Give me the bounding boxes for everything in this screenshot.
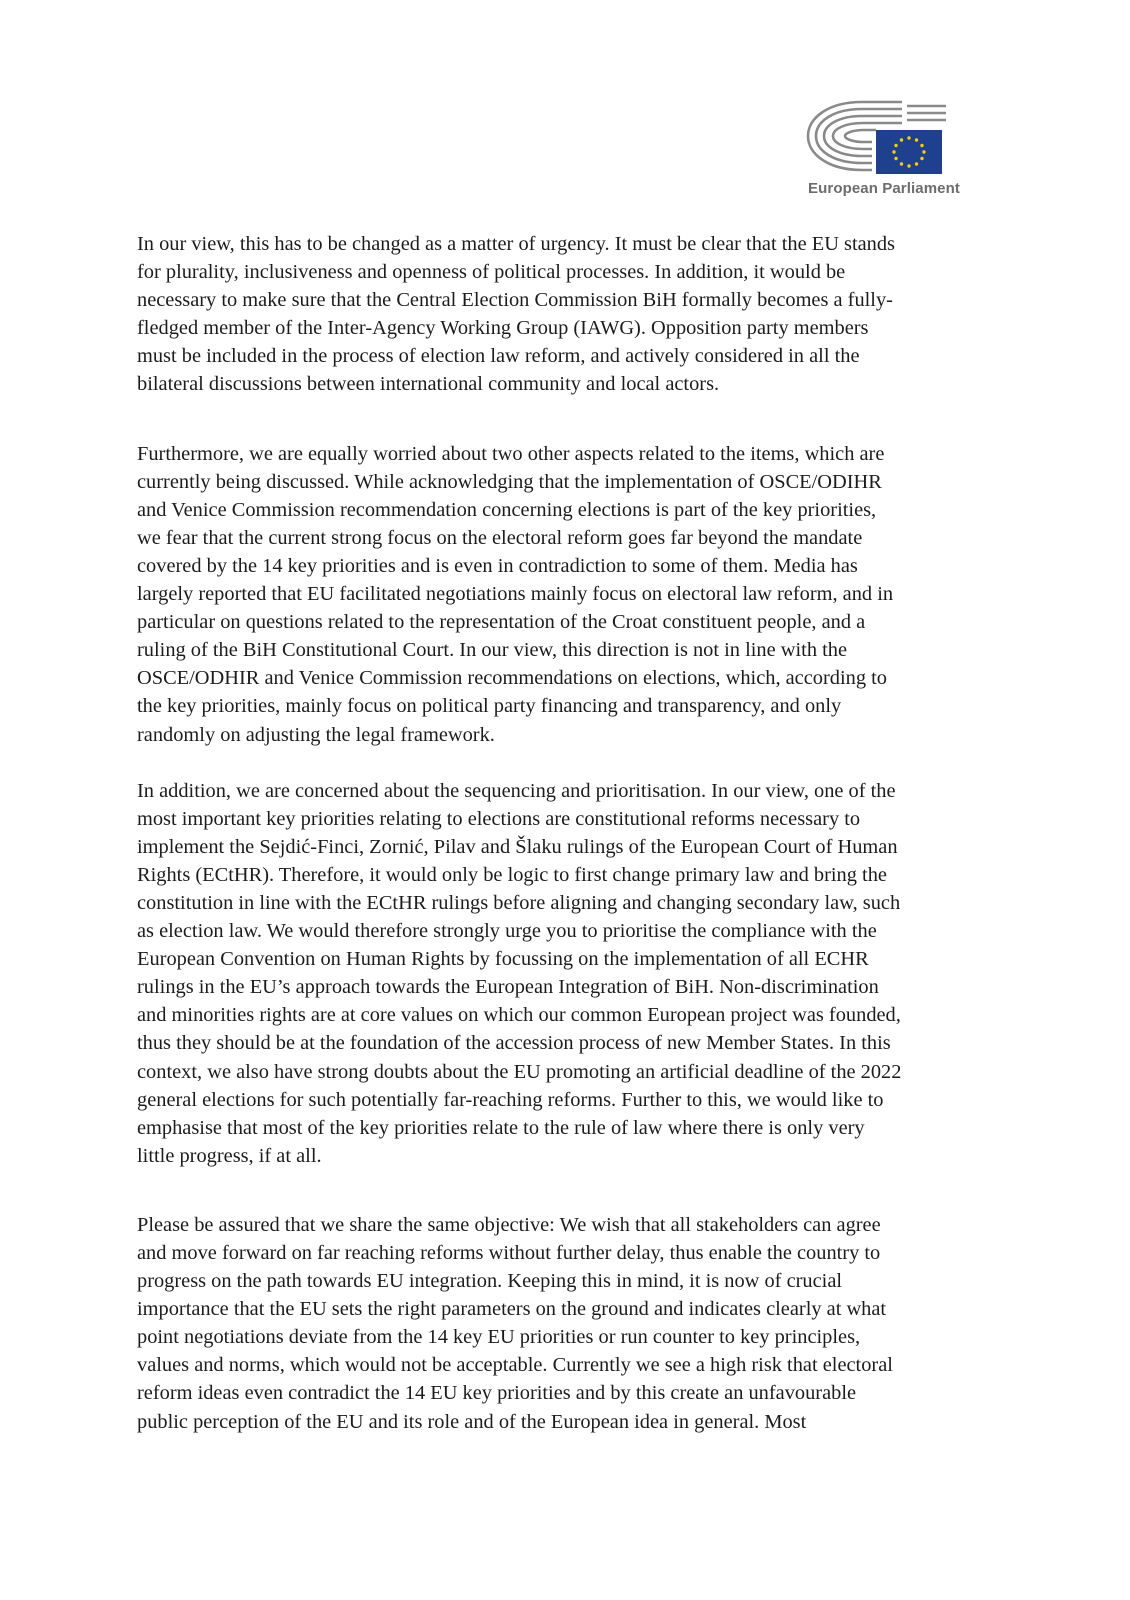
- text-line: point negotiations deviate from the 14 key EU priorities or run counter to key principles,: [137, 1326, 861, 1349]
- text-line: Rights (ECtHR). Therefore, it would only be logic to first change primary law and bring the: [137, 863, 887, 886]
- text-line: covered by the 14 key priorities and is even in contradiction to some of them. Media has: [137, 554, 858, 577]
- text-line: implement the Sejdić-Finci, Zornić, Pilav and Šlaku rulings of the European Court of Human: [137, 835, 898, 858]
- text-line: importance that the EU sets the right parameters on the ground and indicates clearly at what: [137, 1298, 887, 1321]
- text-line: particular on questions related to the representation of the Croat constituent people, and a: [137, 611, 866, 634]
- paragraph-sequencing: [137, 777, 987, 1170]
- text-line: European Convention on Human Rights by focussing on the implementation of all ECHR: [137, 948, 869, 971]
- letter-body: [137, 230, 987, 1436]
- text-line: In our view, this has to be changed as a matter of urgency. It must be clear that the EU stands: [137, 233, 895, 255]
- text-line: emphasise that most of the key priorities relate to the rule of law where there is only very: [137, 1116, 865, 1139]
- text-line: constitution in line with the ECtHR rulings before aligning and changing secondary law, such: [137, 891, 901, 914]
- text-line: currently being discussed. While acknowledging that the implementation of OSCE/ODIHR: [137, 470, 882, 493]
- text-line: OSCE/ODHIR and Venice Commission recommendations on elections, which, according to: [137, 667, 887, 690]
- text-line: largely reported that EU facilitated negotiations mainly focus on electoral law reform, and in: [137, 583, 894, 606]
- paragraph-urgency: [137, 230, 987, 399]
- text-line: general elections for such potentially far-reaching reforms. Further to this, we would like to: [137, 1088, 884, 1111]
- text-line: bilateral discussions between international community and local actors.: [137, 373, 720, 396]
- text-line: public perception of the EU and its role and of the European idea in general. Most: [137, 1410, 807, 1433]
- text-line: randomly on adjusting the legal framework.: [137, 723, 495, 746]
- text-line: little progress, if at all.: [137, 1144, 322, 1167]
- text-line: context, we also have strong doubts about the EU promoting an artificial deadline of the 2022: [137, 1060, 902, 1083]
- text-line: and Venice Commission recommendation concerning elections is part of the key priorities,: [137, 498, 877, 521]
- text-line: for plurality, inclusiveness and openness of political processes. In addition, it would be: [137, 261, 846, 284]
- text-line: Furthermore, we are equally worried about two other aspects related to the items, which are: [137, 442, 885, 465]
- text-line: thus they should be at the foundation of the accession process of new Member States. In this: [137, 1032, 891, 1055]
- text-line: progress on the path towards EU integration. Keeping this in mind, it is now of crucial: [137, 1270, 843, 1293]
- text-line: necessary to make sure that the Central Election Commission BiH formally becomes a fully-: [137, 289, 893, 312]
- text-line: reform ideas even contradict the 14 EU key priorities and by this create an unfavourable: [137, 1382, 857, 1405]
- text-line: Please be assured that we share the same objective: We wish that all stakeholders can agree: [137, 1213, 881, 1236]
- text-line: ruling of the BiH Constitutional Court. In our view, this direction is not in line with the: [137, 639, 848, 662]
- text-line: rulings in the EU’s approach towards the European Integration of BiH. Non-discrimination: [137, 976, 879, 999]
- european-parliament-logo: [806, 96, 962, 206]
- text-line: and minorities rights are at core values on which our common European project was founded,: [137, 1004, 901, 1027]
- text-line: the key priorities, mainly focus on political party financing and transparency, and only: [137, 695, 842, 718]
- organisation-name: European Parliament: [808, 180, 960, 197]
- paragraph-objective: [137, 1211, 987, 1436]
- text-line: as election law. We would therefore strongly urge you to prioritise the compliance with the: [137, 920, 877, 943]
- text-line: must be included in the process of election law reform, and actively considered in all the: [137, 345, 860, 368]
- text-line: and move forward on far reaching reforms without further delay, thus enable the country to: [137, 1242, 881, 1264]
- european-parliament-hemicycle-logo-icon: [806, 96, 962, 180]
- text-line: fledged member of the Inter-Agency Working Group (IAWG). Opposition party members: [137, 317, 869, 340]
- paragraph-concerns: [137, 440, 987, 749]
- text-line: values and norms, which would not be acceptable. Currently we see a high risk that electoral: [137, 1354, 893, 1377]
- text-line: most important key priorities relating to elections are constitutional reforms necessary to: [137, 807, 861, 830]
- text-line: In addition, we are concerned about the sequencing and prioritisation. In our view, one of the: [137, 779, 896, 802]
- text-line: we fear that the current strong focus on the electoral reform goes far beyond the mandate: [137, 526, 863, 549]
